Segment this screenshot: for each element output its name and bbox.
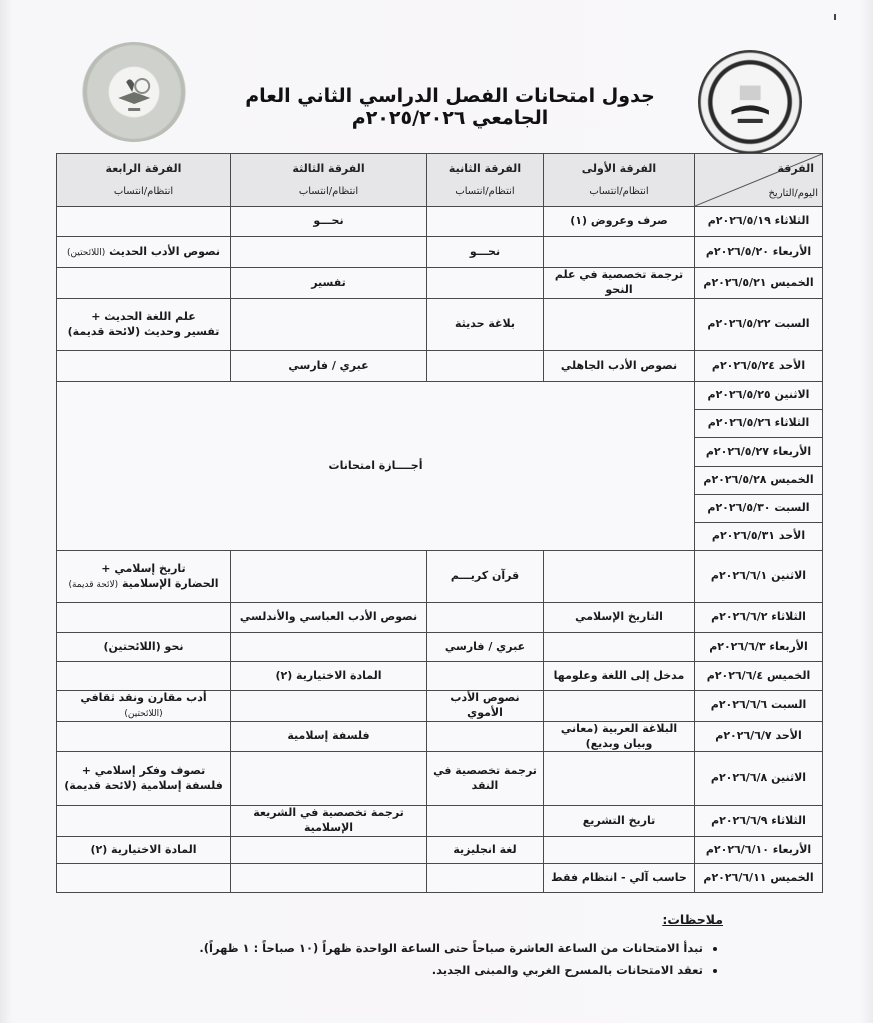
year2-cell bbox=[427, 662, 544, 691]
table-row bbox=[57, 551, 823, 603]
notes-list bbox=[123, 941, 723, 977]
faculty-seal-logo bbox=[82, 42, 186, 142]
year4-cell bbox=[57, 351, 231, 382]
date-cell: الأحد ٢٠٢٦/٥/٢٤م bbox=[695, 351, 823, 382]
year3-cell: ترجمة تخصصية في الشريعة الإسلامية bbox=[231, 806, 427, 837]
year2-cell bbox=[427, 268, 544, 299]
year4-cell: تصوف وفكر إسلامي + فلسفة إسلامية (لائحة قديمة) bbox=[57, 752, 231, 806]
table-row bbox=[57, 721, 823, 752]
table-row bbox=[57, 806, 823, 837]
year3-cell: فلسفة إسلامية bbox=[231, 721, 427, 752]
year3-cell: نحـــو bbox=[231, 207, 427, 237]
date-cell: الخميس ٢٠٢٦/٥/٢٨م bbox=[695, 467, 823, 495]
header-row bbox=[57, 154, 823, 207]
vacation-row bbox=[57, 382, 823, 410]
notes-section bbox=[123, 912, 723, 985]
year1-cell bbox=[544, 299, 695, 351]
year2-cell: ترجمة تخصصية في النقد bbox=[427, 752, 544, 806]
date-cell: الأحد ٢٠٢٦/٦/٧م bbox=[695, 721, 823, 752]
note-item: • تعقد الامتحانات بالمسرح الغربي والمبنى الجديد. bbox=[123, 963, 703, 977]
year3-cell: نصوص الأدب العباسي والأندلسي bbox=[231, 603, 427, 633]
column-header-year1: الفرقة الأولى انتظام/انتساب bbox=[544, 154, 695, 207]
year1-cell: صرف وعروض (١) bbox=[544, 207, 695, 237]
year4-cell: المادة الاختيارية (٢) bbox=[57, 837, 231, 864]
year1-cell bbox=[544, 837, 695, 864]
date-cell: السبت ٢٠٢٦/٥/٢٢م bbox=[695, 299, 823, 351]
date-cell: الأربعاء ٢٠٢٦/٥/٢٠م bbox=[695, 237, 823, 268]
year4-cell bbox=[57, 806, 231, 837]
year4-cell: أدب مقارن ونقد ثقافي (اللائحتين) bbox=[57, 691, 231, 722]
year3-cell bbox=[231, 864, 427, 893]
date-cell: الثلاثاء ٢٠٢٦/٦/٩م bbox=[695, 806, 823, 837]
exam-vacation-label: أجــــازة امتحانات bbox=[57, 382, 695, 551]
year3-cell: تفسير bbox=[231, 268, 427, 299]
date-cell: الأربعاء ٢٠٢٦/٦/١٠م bbox=[695, 837, 823, 864]
year1-cell: تاريخ التشريع bbox=[544, 806, 695, 837]
year3-cell bbox=[231, 752, 427, 806]
year2-cell bbox=[427, 603, 544, 633]
table-row bbox=[57, 207, 823, 237]
year2-cell bbox=[427, 207, 544, 237]
table-row bbox=[57, 752, 823, 806]
year4-cell: نحو (اللائحتين) bbox=[57, 633, 231, 662]
year2-cell bbox=[427, 864, 544, 893]
year4-cell bbox=[57, 603, 231, 633]
column-header-year3: الفرقة الثالثة انتظام/انتساب bbox=[231, 154, 427, 207]
table-row bbox=[57, 351, 823, 382]
year2-cell: عبري / فارسي bbox=[427, 633, 544, 662]
year3-cell bbox=[231, 237, 427, 268]
date-cell: السبت ٢٠٢٦/٦/٦م bbox=[695, 691, 823, 722]
date-cell: الخميس ٢٠٢٦/٦/١١م bbox=[695, 864, 823, 893]
year4-cell: تاريخ إسلامي + الحضارة الإسلامية (لائحة قديمة) bbox=[57, 551, 231, 603]
university-seal-logo bbox=[698, 50, 802, 154]
date-cell: الخميس ٢٠٢٦/٦/٤م bbox=[695, 662, 823, 691]
year3-cell: عبري / فارسي bbox=[231, 351, 427, 382]
date-cell: الاثنين ٢٠٢٦/٥/٢٥م bbox=[695, 382, 823, 410]
year2-cell: لغة انجليزية bbox=[427, 837, 544, 864]
date-cell: الأحد ٢٠٢٦/٥/٣١م bbox=[695, 523, 823, 551]
year1-cell bbox=[544, 633, 695, 662]
year4-cell: نصوص الأدب الحديث (اللائحتين) bbox=[57, 237, 231, 268]
year2-cell bbox=[427, 721, 544, 752]
year1-cell: حاسب آلي - انتظام فقط bbox=[544, 864, 695, 893]
faculty-seal-icon bbox=[103, 62, 165, 122]
year1-cell: نصوص الأدب الجاهلي bbox=[544, 351, 695, 382]
table-row bbox=[57, 237, 823, 268]
year3-cell: المادة الاختيارية (٢) bbox=[231, 662, 427, 691]
corner-bottom-label: اليوم/التاريخ bbox=[768, 187, 818, 199]
date-cell: الخميس ٢٠٢٦/٥/٢١م bbox=[695, 268, 823, 299]
year1-cell: التاريخ الإسلامي bbox=[544, 603, 695, 633]
column-header-year2: الفرقة الثانية انتظام/انتساب bbox=[427, 154, 544, 207]
year2-cell: قرآن كريـــم bbox=[427, 551, 544, 603]
date-cell: الاثنين ٢٠٢٦/٦/٨م bbox=[695, 752, 823, 806]
year3-cell bbox=[231, 837, 427, 864]
table-row bbox=[57, 299, 823, 351]
date-cell: الثلاثاء ٢٠٢٦/٦/٢م bbox=[695, 603, 823, 633]
table-row bbox=[57, 837, 823, 864]
year1-cell: ترجمة تخصصية في علم النحو bbox=[544, 268, 695, 299]
table-row bbox=[57, 603, 823, 633]
year2-cell bbox=[427, 351, 544, 382]
table-row bbox=[57, 691, 823, 722]
year3-cell bbox=[231, 691, 427, 722]
date-cell: الأربعاء ٢٠٢٦/٥/٢٧م bbox=[695, 438, 823, 467]
table-row bbox=[57, 864, 823, 893]
table-row bbox=[57, 633, 823, 662]
year4-cell bbox=[57, 268, 231, 299]
year4-cell bbox=[57, 662, 231, 691]
date-cell: الثلاثاء ٢٠٢٦/٥/١٩م bbox=[695, 207, 823, 237]
year3-cell bbox=[231, 551, 427, 603]
year1-cell bbox=[544, 691, 695, 722]
date-cell: الثلاثاء ٢٠٢٦/٥/٢٦م bbox=[695, 410, 823, 438]
year1-cell bbox=[544, 237, 695, 268]
year1-cell bbox=[544, 752, 695, 806]
year2-cell: بلاغة حديثة bbox=[427, 299, 544, 351]
year1-cell bbox=[544, 551, 695, 603]
year1-cell: البلاغة العربية (معاني وبيان وبديع) bbox=[544, 721, 695, 752]
column-header-year4: الفرقة الرابعة انتظام/انتساب bbox=[57, 154, 231, 207]
scan-speck bbox=[834, 14, 836, 20]
table-row bbox=[57, 268, 823, 299]
note-item: • تبدأ الامتحانات من الساعة العاشرة صباحاً حتى الساعة الواحدة ظهراً (١٠ صباحاً : ١ ظهراً). bbox=[123, 941, 703, 955]
year2-cell bbox=[427, 806, 544, 837]
date-cell: السبت ٢٠٢٦/٥/٣٠م bbox=[695, 495, 823, 523]
year3-cell bbox=[231, 299, 427, 351]
year4-cell bbox=[57, 864, 231, 893]
year4-cell bbox=[57, 207, 231, 237]
date-cell: الأربعاء ٢٠٢٦/٦/٣م bbox=[695, 633, 823, 662]
table-row bbox=[57, 662, 823, 691]
date-cell: الاثنين ٢٠٢٦/٦/١م bbox=[695, 551, 823, 603]
university-seal-icon bbox=[719, 71, 781, 133]
year1-cell: مدخل إلى اللغة وعلومها bbox=[544, 662, 695, 691]
year4-cell bbox=[57, 721, 231, 752]
corner-top-label: الفرقة bbox=[777, 162, 814, 175]
year4-cell: علم اللغة الحديث + تفسير وحديث (لائحة قديمة) bbox=[57, 299, 231, 351]
notes-heading: ملاحظات: bbox=[662, 912, 723, 927]
year2-cell: نحـــو bbox=[427, 237, 544, 268]
page-title: جدول امتحانات الفصل الدراسي الثاني العام الجامعي ٢٠٢٥/٢٠٢٦م bbox=[245, 85, 655, 129]
exam-schedule-table bbox=[56, 153, 823, 893]
year2-cell: نصوص الأدب الأموي bbox=[427, 691, 544, 722]
year3-cell bbox=[231, 633, 427, 662]
corner-header bbox=[695, 154, 823, 207]
